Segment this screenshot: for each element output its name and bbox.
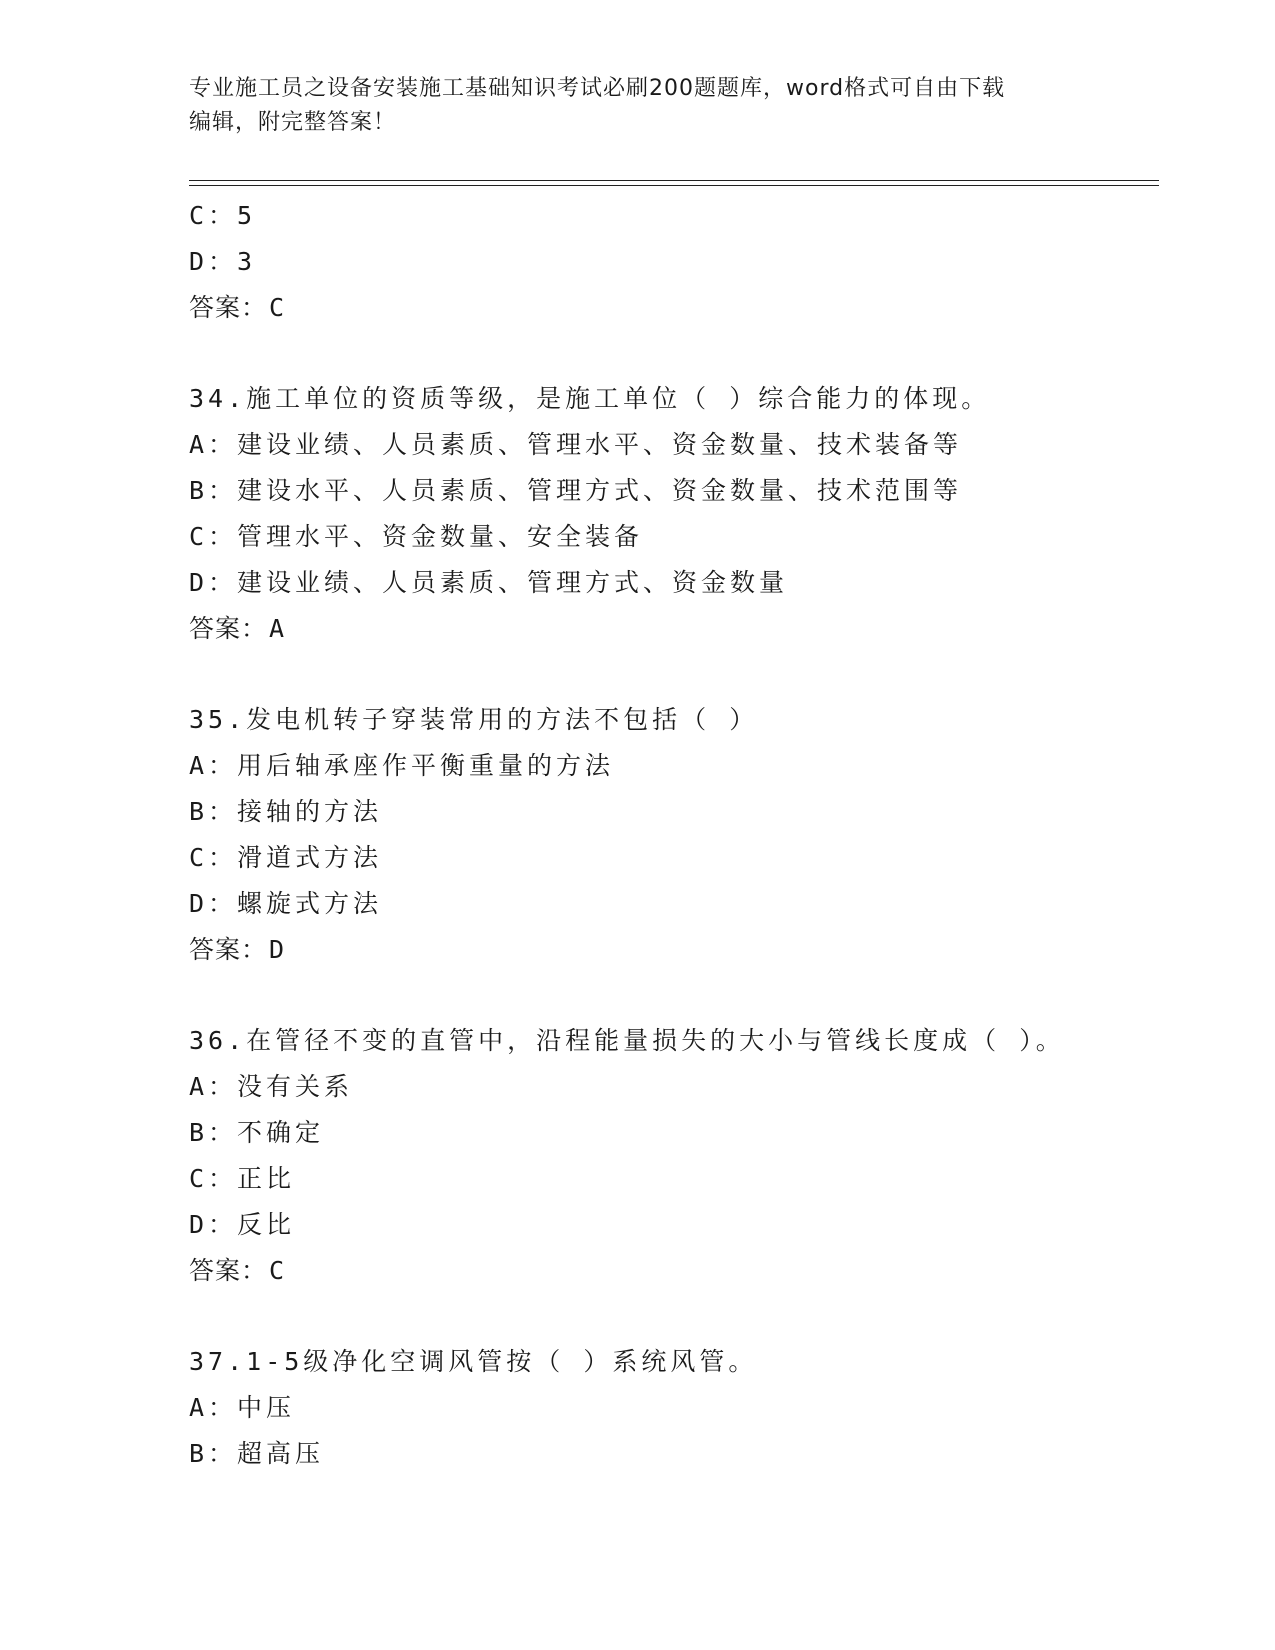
question-block-34	[189, 376, 1169, 652]
page-header	[189, 72, 1089, 140]
option-b: B：建设水平、人员素质、管理方式、资金数量、技术范围等	[189, 476, 963, 505]
answer-letter: C	[269, 1256, 286, 1285]
answer-letter: A	[269, 614, 286, 643]
question-block-36	[189, 1018, 1169, 1294]
answer-line	[189, 927, 1169, 973]
option-a: A：中压	[189, 1393, 296, 1422]
option-a: A：没有关系	[189, 1072, 354, 1101]
option-c: C：滑道式方法	[189, 843, 383, 872]
question-list	[189, 193, 1169, 1477]
option-c: C：管理水平、资金数量、安全装备	[189, 522, 644, 551]
answer-label: 答案：	[189, 614, 268, 643]
option-c: C：5	[189, 201, 257, 230]
question-stem: 35.发电机转子穿装常用的方法不包括（ ）	[189, 705, 759, 734]
header-rule-top	[189, 180, 1159, 181]
option-d: D：建设业绩、人员素质、管理方式、资金数量	[189, 568, 789, 597]
option-d: D：3	[189, 247, 257, 276]
header-line-2: 编辑，附完整答案！	[189, 110, 397, 135]
option-c: C：正比	[189, 1164, 296, 1193]
answer-line	[189, 1248, 1169, 1294]
answer-label: 答案：	[189, 1256, 268, 1285]
question-block-35	[189, 697, 1169, 973]
answer-line	[189, 606, 1169, 652]
option-d: D：螺旋式方法	[189, 889, 383, 918]
answer-label: 答案：	[189, 293, 268, 322]
header-rule-bottom	[189, 185, 1159, 186]
option-b: B：不确定	[189, 1118, 325, 1147]
answer-label: 答案：	[189, 935, 268, 964]
answer-letter: C	[269, 293, 286, 322]
option-b: B：接轴的方法	[189, 797, 383, 826]
option-a: A：建设业绩、人员素质、管理水平、资金数量、技术装备等	[189, 430, 963, 459]
question-stem: 36.在管径不变的直管中，沿程能量损失的大小与管线长度成（ ）。	[189, 1026, 1065, 1055]
answer-line	[189, 285, 1169, 331]
header-line-1: 专业施工员之设备安装施工基础知识考试必刷200题题库，word格式可自由下载	[189, 76, 1006, 101]
option-d: D：反比	[189, 1210, 296, 1239]
question-stem: 34.施工单位的资质等级，是施工单位（ ）综合能力的体现。	[189, 384, 991, 413]
option-a: A：用后轴承座作平衡重量的方法	[189, 751, 615, 780]
answer-letter: D	[269, 935, 286, 964]
option-b: B：超高压	[189, 1439, 325, 1468]
question-block-37	[189, 1339, 1169, 1477]
question-stem: 37.1-5级净化空调风管按（ ）系统风管。	[189, 1347, 758, 1376]
question-block-33	[189, 193, 1169, 331]
